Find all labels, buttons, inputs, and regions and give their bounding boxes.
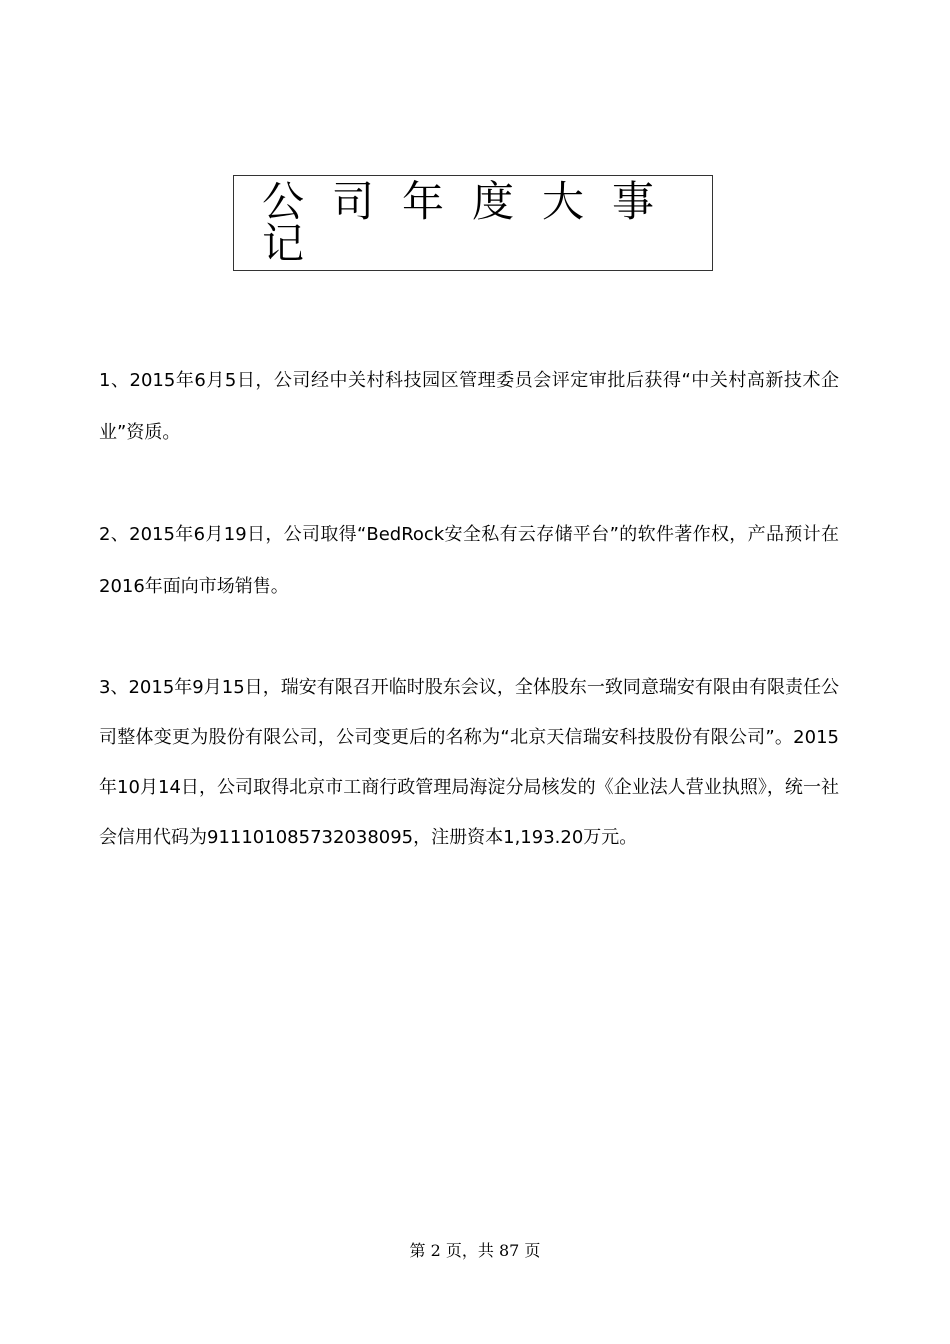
event-list bbox=[99, 355, 839, 913]
event-item-2: 2、2015年6月19日，公司取得“BedRock安全私有云存储平台”的软件著作权，产品预计在2016年面向市场销售。 bbox=[99, 524, 839, 597]
event-item-1: 1、2015年6月5日，公司经中关村科技园区管理委员会评定审批后获得“中关村高新技术企业”资质。 bbox=[99, 370, 839, 443]
page-title: 公司年度大事记 bbox=[262, 177, 683, 268]
event-item-3: 3、2015年9月15日，瑞安有限召开临时股东会议，全体股东一致同意瑞安有限由有限责任公司整体变更为股份有限公司，公司变更后的名称为“北京天信瑞安科技股份有限公司”。2015年10月14日，公司取得北京市工商行政管理局海淀分局核发的《企业法人营业执照》，统一社会信用代码为911101085732038095，注册资本1,193.20万元。 bbox=[99, 677, 839, 848]
title-box bbox=[233, 175, 713, 271]
page-footer: 第 2 页，共 87 页 bbox=[409, 1241, 541, 1260]
